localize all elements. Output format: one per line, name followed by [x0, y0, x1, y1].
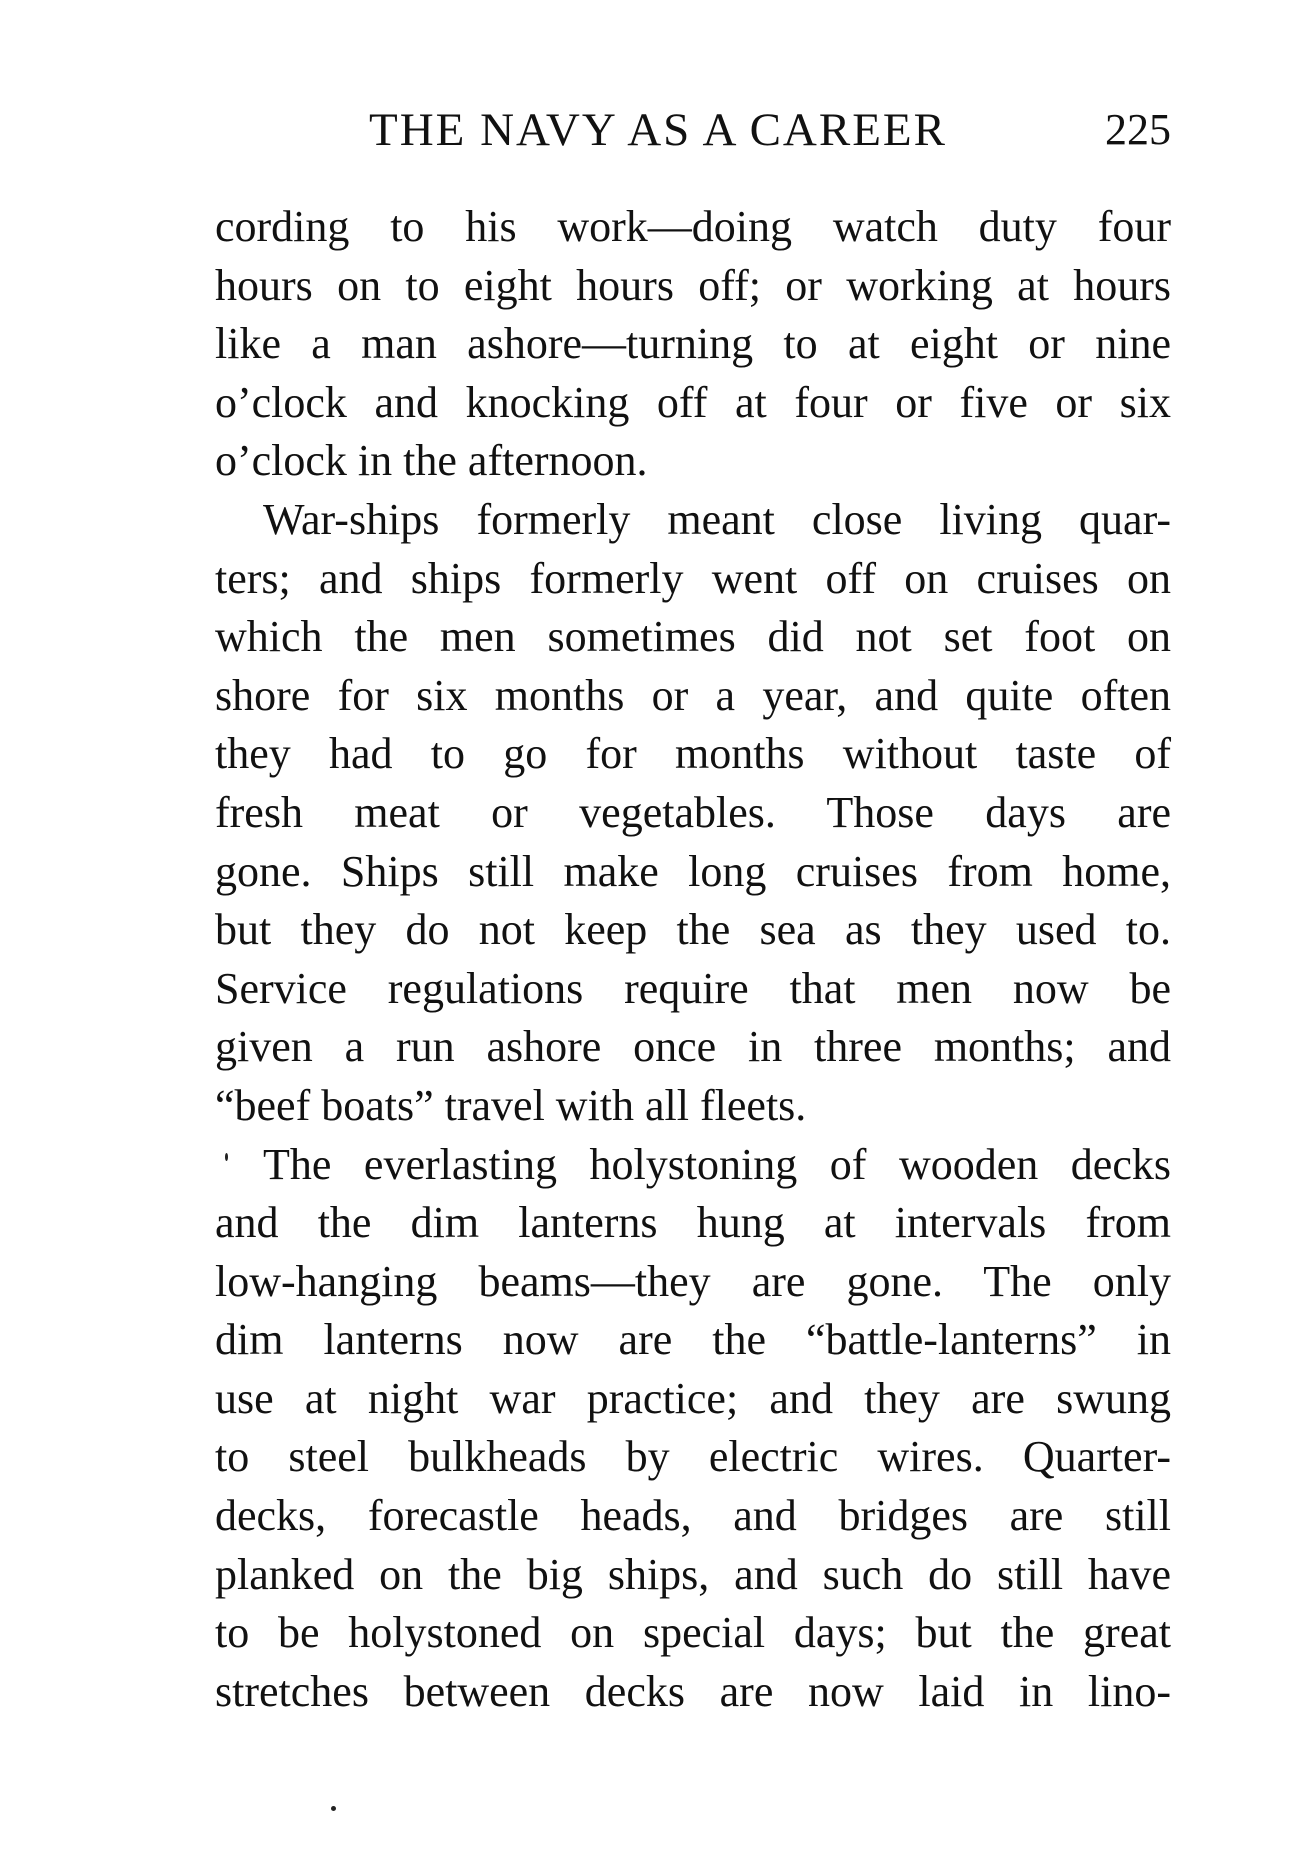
text-line: planked on the big ships, and such do still have: [215, 1549, 1171, 1599]
text-line: given a run ashore once in three months; and: [215, 1022, 1171, 1072]
paragraph-3: [215, 1136, 1171, 1722]
text-line: hours on to eight hours off; or working at hours: [215, 260, 1171, 310]
text-line: The everlasting holystoning of wooden decks: [263, 1139, 1171, 1189]
text-line: to be holystoned on special days; but the great: [215, 1608, 1171, 1658]
text-line: War-ships formerly meant close living quar-: [263, 494, 1171, 544]
text-line: dim lanterns now are the “battle-lanterns” in: [215, 1315, 1171, 1365]
paragraph-2: [215, 491, 1171, 1136]
text-line: low-hanging beams—they are gone. The only: [215, 1256, 1171, 1306]
running-head: [215, 98, 1171, 162]
text-line: use at night war practice; and they are swung: [215, 1373, 1171, 1423]
text-line: stretches between decks are now laid in lino-: [215, 1666, 1171, 1716]
text-line: “beef boats” travel with all fleets.: [215, 1080, 807, 1130]
text-line: decks, forecastle heads, and bridges are still: [215, 1491, 1171, 1541]
body-text: [215, 198, 1171, 1721]
text-line: ters; and ships formerly went off on cruises on: [215, 553, 1171, 603]
text-line: gone. Ships still make long cruises from home,: [215, 846, 1171, 896]
text-line: but they do not keep the sea as they used to.: [215, 905, 1171, 955]
text-line: o’clock and knocking off at four or five or six: [215, 377, 1171, 427]
text-line: and the dim lanterns hung at intervals from: [215, 1198, 1171, 1248]
paper-speck: [331, 1806, 336, 1811]
paragraph-1: [215, 198, 1171, 491]
paper-speck: [225, 1153, 228, 1161]
text-line: Service regulations require that men now be: [215, 963, 1171, 1013]
running-title: THE NAVY AS A CAREER: [369, 104, 947, 156]
text-line: to steel bulkheads by electric wires. Quarter-: [215, 1432, 1171, 1482]
text-line: cording to his work—doing watch duty four: [215, 202, 1171, 251]
text-line: which the men sometimes did not set foot on: [215, 612, 1171, 662]
text-line: they had to go for months without taste of: [215, 729, 1171, 779]
page-number: 225: [1105, 105, 1171, 154]
text-line: like a man ashore—turning to at eight or nine: [215, 319, 1171, 369]
text-line: o’clock in the afternoon.: [215, 436, 648, 486]
text-line: shore for six months or a year, and quite often: [215, 670, 1171, 720]
text-line: fresh meat or vegetables. Those days are: [215, 787, 1171, 837]
